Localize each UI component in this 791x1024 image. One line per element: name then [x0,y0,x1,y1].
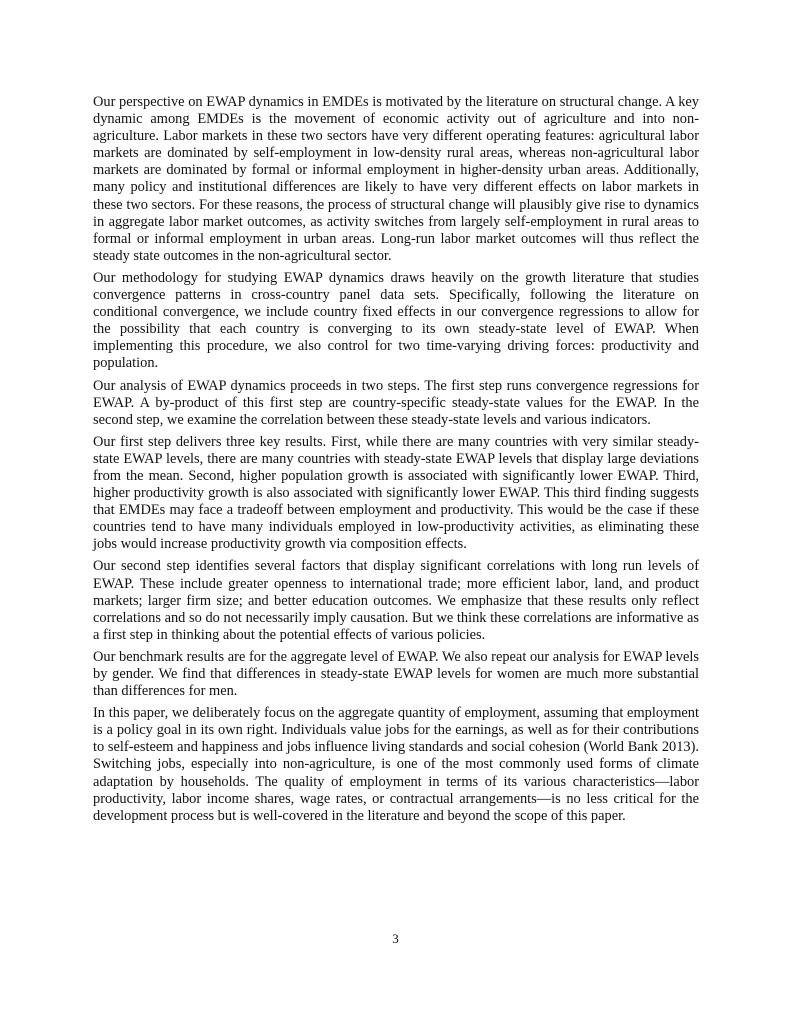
paragraph-first-step-results: Our first step delivers three key results. First, while there are many countries with very similar steady-state EWAP levels, there are many countries with steady-state EWAP levels that display large deviations from the mean. Second, higher population growth is associated with significantly lower EWAP. Third, higher productivity growth is also associated with significantly lower EWAP. This third finding suggests that EMDEs may face a tradeoff between employment and productivity. This would be the case if these countries tend to have many individuals employed in low-productivity activities, as eliminating these jobs would increase productivity growth via composition effects. [93,433,699,553]
paragraph-structural-change: Our perspective on EWAP dynamics in EMDEs is motivated by the literature on structural change. A key dynamic among EMDEs is the movement of economic activity out of agriculture and into non-agriculture. Labor markets in these two sectors have very different operating features: agricultural labor markets are dominated by self-employment in low-density rural areas, whereas non-agricultural labor markets are dominated by formal or informal employment in higher-density urban areas. Additionally, many policy and institutional differences are likely to have very different effects on labor markets in these two sectors. For these reasons, the process of structural change will plausibly give rise to dynamics in aggregate labor market outcomes, as activity switches from largely self-employment in rural areas to formal or informal employment in urban areas. Long-run labor market outcomes will thus reflect the steady state outcomes in the non-agricultural sector. [93,94,699,264]
paragraph-gender-results: Our benchmark results are for the aggregate level of EWAP. We also repeat our analysis for EWAP levels by gender. We find that differences in steady-state EWAP levels for women are much more substantial than differences for men. [93,648,699,700]
paragraph-employment-focus: In this paper, we deliberately focus on the aggregate quantity of employment, assuming that employment is a policy goal in its own right. Individuals value jobs for the earnings, as well as for their contributions to self-esteem and happiness and jobs influence living standards and social cohesion (World Bank 2013). Switching jobs, especially into non-agriculture, is one of the most commonly used forms of climate adaptation by households. The quality of employment in terms of its various characteristics—labor productivity, labor income shares, wage rates, or contractual arrangements—is no less critical for the development process but is well-covered in the literature and beyond the scope of this paper. [93,705,699,824]
page-number: 3 [392,931,399,946]
paragraph-methodology: Our methodology for studying EWAP dynamics draws heavily on the growth literature that studies convergence patterns in cross-country panel data sets. Specifically, following the literature on conditional convergence, we include country fixed effects in our convergence regressions to allow for the possibility that each country is converging to its own steady-state level of EWAP. When implementing this procedure, we also control for two time-varying driving forces: productivity and population. [93,269,699,372]
paragraph-second-step-results: Our second step identifies several factors that display significant correlations with long run levels of EWAP. These include greater openness to international trade; more efficient labor, land, and product markets; larger firm size; and better education outcomes. We emphasize that these results only reflect correlations and so do not necessarily imply causation. But we think these correlations are informative as a first step in thinking about the potential effects of various policies. [93,558,699,643]
paragraph-analysis-steps: Our analysis of EWAP dynamics proceeds in two steps. The first step runs convergence regressions for EWAP. A by-product of this first step are country-specific steady-state values for the EWAP. In the second step, we examine the correlation between these steady-state levels and various indicators. [93,377,699,428]
document-body [93,94,699,830]
